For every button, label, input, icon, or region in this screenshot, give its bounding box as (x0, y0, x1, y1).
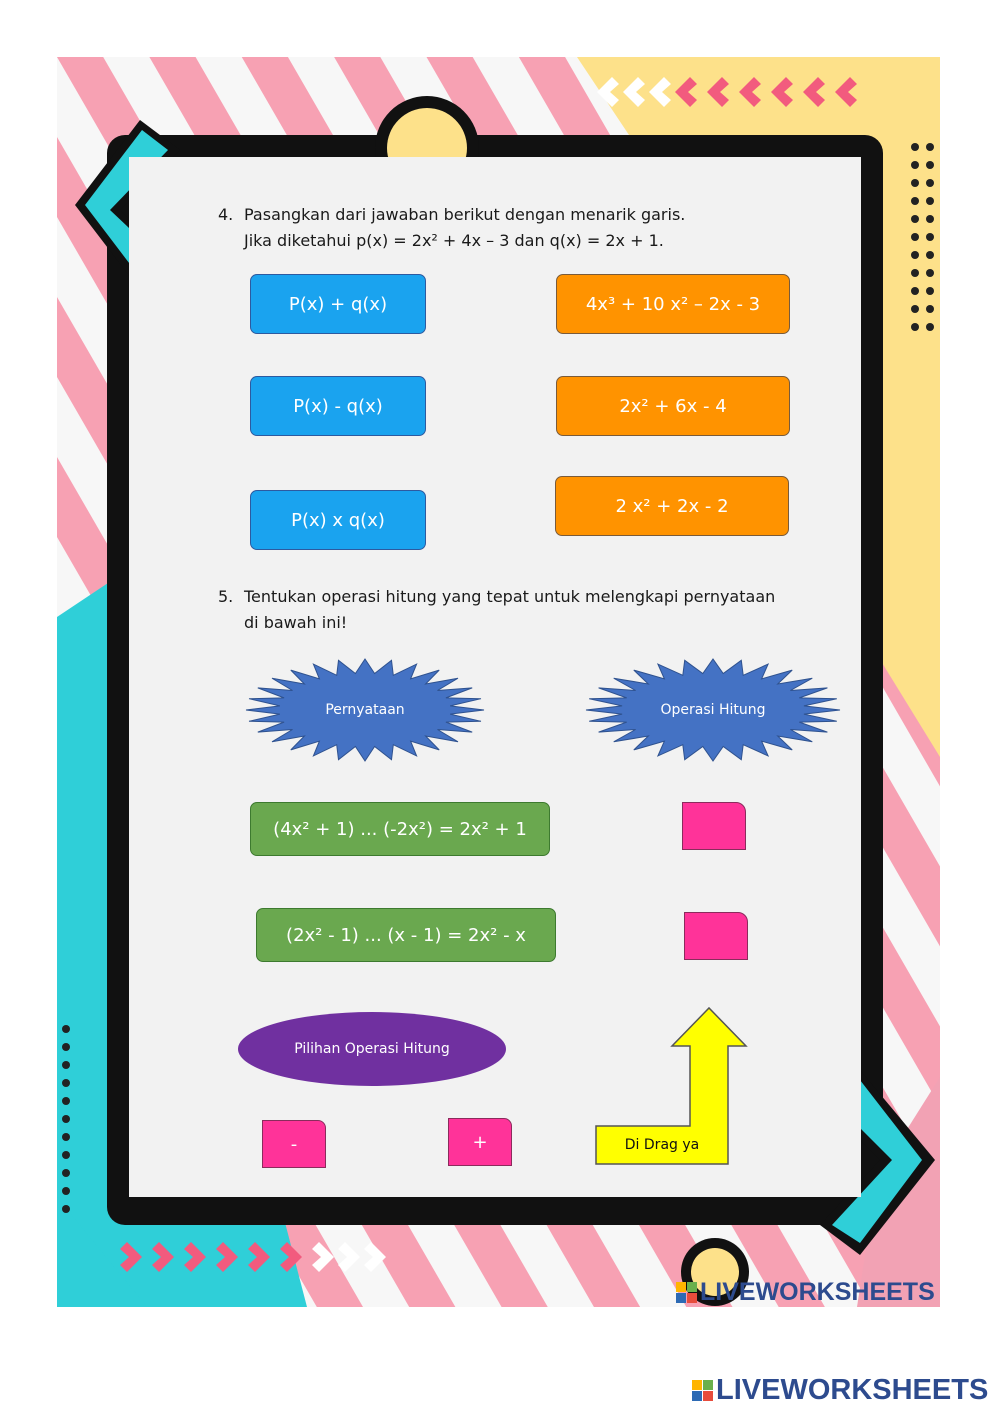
statement-1: (4x² + 1) ... (-2x²) = 2x² + 1 (250, 802, 550, 856)
statement-2: (2x² - 1) ... (x - 1) = 2x² - x (256, 908, 556, 962)
match-left-1[interactable]: P(x) + q(x) (250, 274, 426, 334)
question-4-line-1: Pasangkan dari jawaban berikut dengan menarik garis. (244, 205, 686, 224)
drag-hint: Di Drag ya (624, 1137, 700, 1153)
match-left-3[interactable]: P(x) x q(x) (250, 490, 426, 550)
question-4-number: 4. (218, 205, 234, 224)
question-5-number: 5. (218, 587, 234, 606)
question-4 (218, 202, 838, 256)
question-4-line-2: Jika diketahui p(x) = 2x² + 4x – 3 dan q(x) = 2x + 1. (244, 231, 664, 250)
match-right-1[interactable]: 4x³ + 10 x² – 2x - 3 (556, 274, 790, 334)
operation-badge-label: Operasi Hitung (660, 702, 766, 718)
statement-badge-label: Pernyataan (325, 702, 405, 718)
match-left-2[interactable]: P(x) - q(x) (250, 376, 426, 436)
brand-name: LIVEWORKSHEETS (716, 1374, 989, 1406)
brand-logo-footer (692, 1374, 988, 1407)
option-plus-tile[interactable]: + (448, 1118, 512, 1166)
drop-target-2[interactable] (684, 912, 748, 960)
option-minus-tile[interactable]: - (262, 1120, 326, 1168)
options-label: Pilihan Operasi Hitung (238, 1012, 506, 1086)
brand-name: LIVEWORKSHEETS (700, 1278, 935, 1306)
match-right-3[interactable]: 2 x² + 2x - 2 (555, 476, 789, 536)
drop-target-1[interactable] (682, 802, 746, 850)
question-5-line-2: di bawah ini! (244, 613, 348, 632)
match-right-2[interactable]: 2x² + 6x - 4 (556, 376, 790, 436)
brand-logo-on-sheet (676, 1278, 935, 1307)
question-5-line-1: Tentukan operasi hitung yang tepat untuk melengkapi pernyataan (244, 587, 776, 606)
brand-mark-icon (692, 1380, 713, 1401)
brand-mark-icon (676, 1282, 697, 1303)
question-5 (218, 584, 838, 638)
